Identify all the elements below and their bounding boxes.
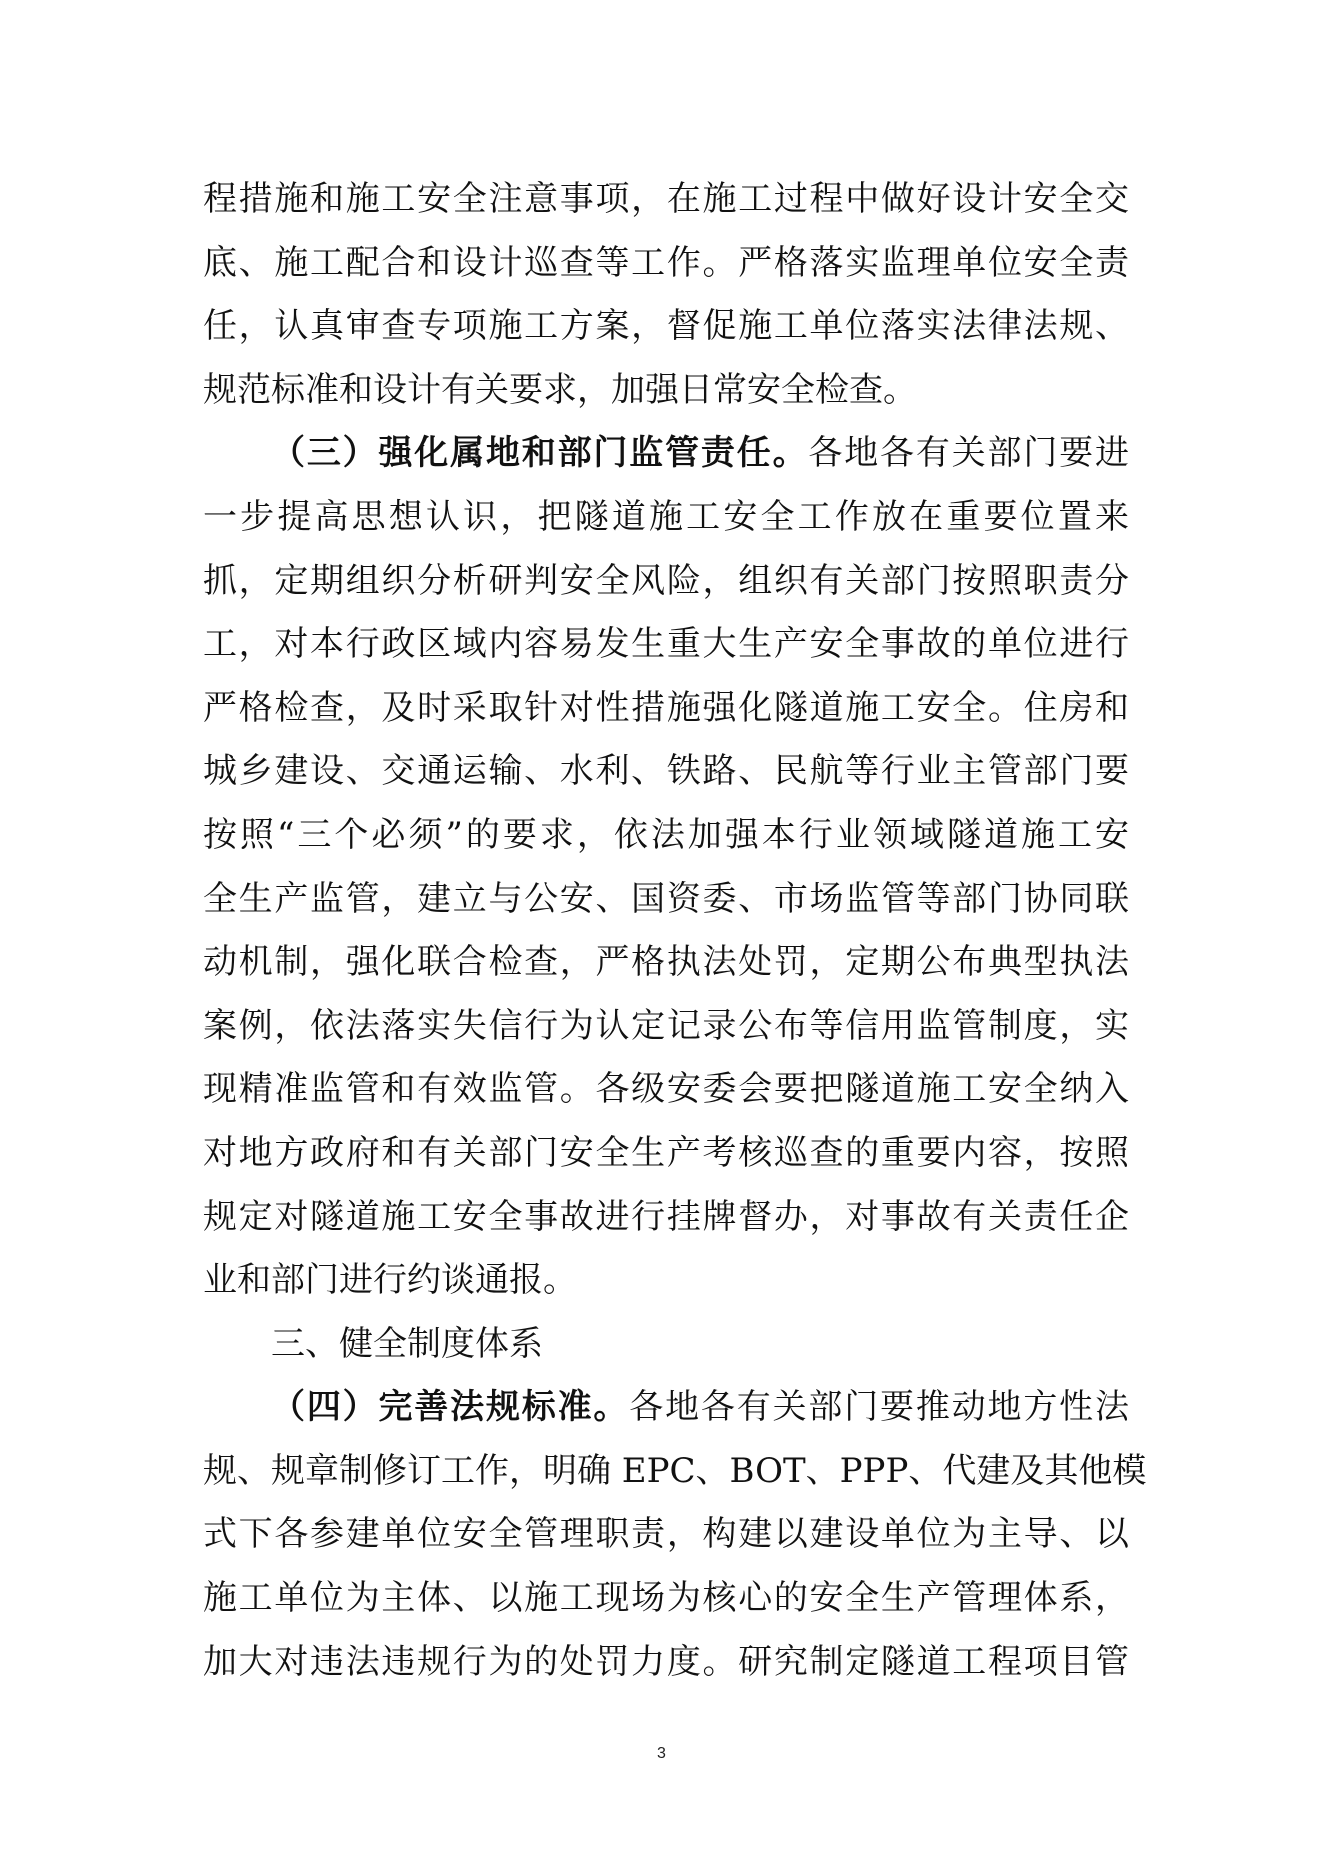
text-line: 动机制，强化联合检查，严格执法处罚，定期公布典型执法: [203, 942, 1129, 983]
text-line: 底、施工配合和设计巡查等工作。严格落实监理单位安全责: [203, 242, 1129, 283]
paragraph-text: 各地各有关部门要推动地方性法: [629, 1387, 1130, 1428]
body-text: [203, 168, 1147, 1694]
paragraph-text: 各地各有关部门要进: [808, 433, 1129, 474]
paragraph-four-first-line: [203, 1376, 1129, 1440]
text-line: 案例，依法落实失信行为认定记录公布等信用监管制度，实: [203, 1005, 1129, 1046]
section-heading: 三、健全制度体系: [271, 1323, 543, 1364]
text-line: 一步提高思想认识，把隧道施工安全工作放在重要位置来: [203, 496, 1129, 537]
text-line: 工，对本行政区域内容易发生重大生产安全事故的单位进行: [203, 624, 1129, 665]
text-line: 规范标准和设计有关要求，加强日常安全检查。: [203, 369, 917, 410]
text-line: 城乡建设、交通运输、水利、铁路、民航等行业主管部门要: [203, 751, 1129, 792]
paragraph-three-first-line: [203, 422, 1129, 486]
text-line: 按照“三个必须”的要求，依法加强本行业领域隧道施工安: [203, 814, 1129, 855]
text-line: 业和部门进行约谈通报。: [203, 1260, 577, 1301]
text-line: 规、规章制修订工作，明确 EPC、BOT、PPP、代建及其他模: [203, 1450, 1147, 1491]
text-line: 规定对隧道施工安全事故进行挂牌督办，对事故有关责任企: [203, 1196, 1129, 1237]
paragraph-heading-four: （四）完善法规标准。: [271, 1387, 630, 1428]
text-line: 抓，定期组织分析研判安全风险，组织有关部门按照职责分: [203, 560, 1129, 601]
text-line: 式下各参建单位安全管理职责，构建以建设单位为主导、以: [203, 1514, 1129, 1555]
text-line: 严格检查，及时采取针对性措施强化隧道施工安全。住房和: [203, 687, 1129, 728]
page-number: 3: [657, 1745, 666, 1762]
text-line: 任，认真审查专项施工方案，督促施工单位落实法律法规、: [203, 306, 1129, 347]
text-line: 对地方政府和有关部门安全生产考核巡查的重要内容，按照: [203, 1132, 1129, 1173]
text-line: 程措施和施工安全注意事项，在施工过程中做好设计安全交: [203, 179, 1129, 219]
text-line: 加大对违法违规行为的处罚力度。研究制定隧道工程项目管: [203, 1641, 1129, 1682]
text-line: 现精准监管和有效监管。各级安委会要把隧道施工安全纳入: [203, 1069, 1129, 1110]
paragraph-heading-three: （三）强化属地和部门监管责任。: [271, 433, 809, 474]
text-line: 施工单位为主体、以施工现场为核心的安全生产管理体系，: [203, 1578, 1129, 1619]
text-line: 全生产监管，建立与公安、国资委、市场监管等部门协同联: [203, 878, 1129, 919]
